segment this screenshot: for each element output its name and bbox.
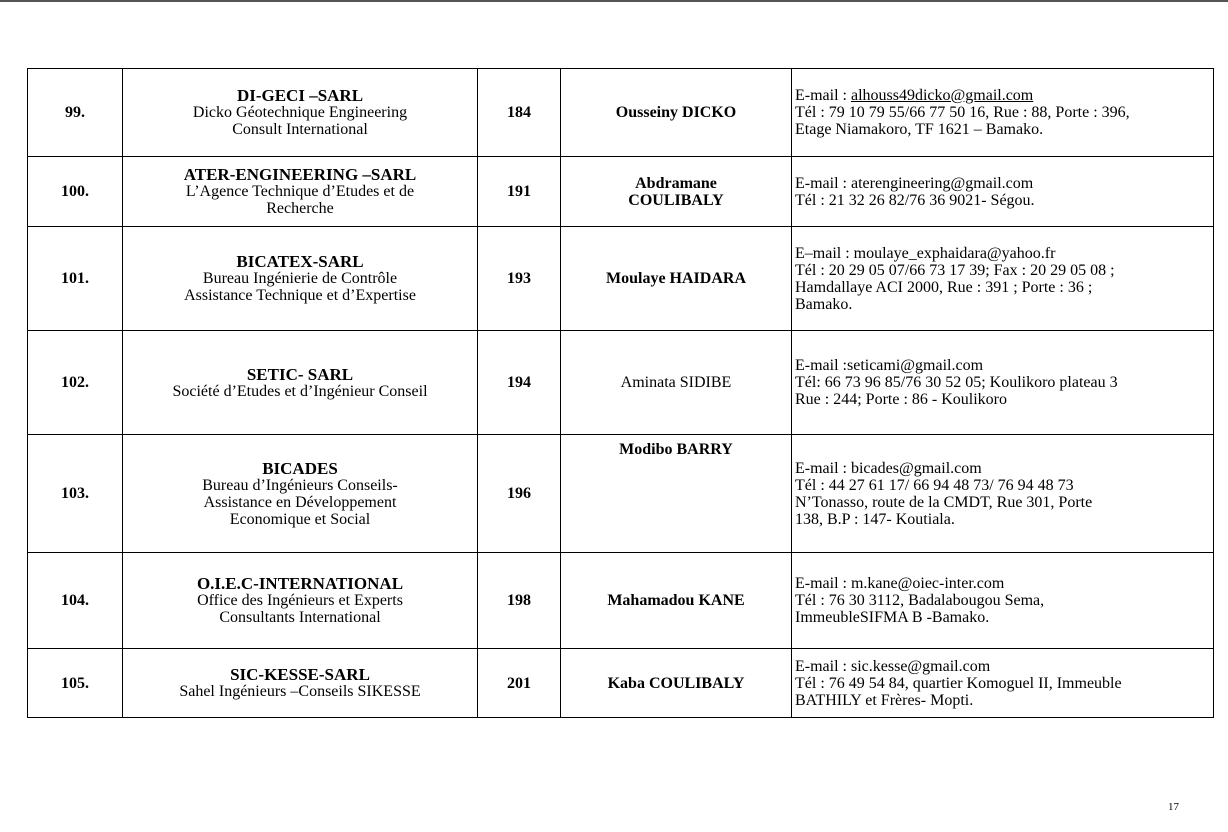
contact-cell [792,227,1214,331]
firm-cell [123,331,478,435]
firm-name: O.I.E.C-INTERNATIONAL [196,574,404,593]
approval-number: 201 [478,649,561,718]
contact-details: Tél : 21 32 26 82/76 36 9021- Ségou. [795,191,1035,209]
email-line [795,87,1210,104]
table-row [28,331,1214,435]
table-row [28,227,1214,331]
email-text: bicades@gmail.com [850,459,982,477]
contact-details: Tél: 66 73 96 85/76 30 52 05; Koulikoro plateau 3 Rue : 244; Porte : 86 - Koulikoro [795,374,1118,408]
director-name: Kaba COULIBALY [561,649,792,718]
contact-details: Tél : 79 10 79 55/66 77 50 16, Rue : 88, Porte : 396, Etage Niamakoro, TF 1621 – Bamako. [795,104,1130,138]
email-line [795,175,1210,192]
firm-name: DI-GECI –SARL [236,86,364,105]
firm-name: BICADES [262,458,338,478]
contact-details: Tél : 44 27 61 17/ 66 94 48 73/ 76 94 48 73 N’Tonasso, route de la CMDT, Rue 301, Porte 138, B.P : 147- Koutiala. [795,476,1093,528]
director-name: Mahamadou KANE [561,553,792,649]
email-link[interactable]: alhouss49dicko@gmail.com [850,87,1034,104]
director-name: Abdramane COULIBALY [561,157,792,227]
approval-number: 196 [478,435,561,553]
email-label: E-mail : [795,575,851,592]
director-name: Modibo BARRY [561,435,792,553]
email-line [795,575,1210,592]
table-row [28,157,1214,227]
contact-cell [792,553,1214,649]
row-number: 99. [28,69,123,157]
approval-number: 184 [478,69,561,157]
contact-details: Tél : 20 29 05 07/66 73 17 39; Fax : 20 29 05 08 ; Hamdallaye ACI 2000, Rue : 391 ; Porte : 36 ; Bamako. [795,261,1115,313]
email-line [795,245,1210,262]
contact-cell [792,331,1214,435]
email-text: moulaye_exphaidara@yahoo.fr [853,244,1056,262]
firm-cell [123,157,478,227]
email-text: aterengineering@gmail.com [850,174,1034,192]
row-number: 100. [28,157,123,227]
contact-details: Tél : 76 30 3112, Badalabougou Sema, ImmeubleSIFMA B -Bamako. [795,592,1045,626]
engineering-firms-table [27,68,1214,718]
firm-description: Bureau d’Ingénieurs Conseils- Assistance en Développement Economique et Social [202,476,398,528]
email-text: sic.kesse@gmail.com [850,657,991,675]
contact-cell [792,649,1214,718]
row-number: 101. [28,227,123,331]
firm-description: Société d’Etudes et d’Ingénieur Conseil [172,382,428,400]
row-number: 102. [28,331,123,435]
firm-cell [123,435,478,553]
director-name: Ousseiny DICKO [561,69,792,157]
director-name: Aminata SIDIBE [561,331,792,435]
email-text: seticami@gmail.com [846,357,984,374]
approval-number: 193 [478,227,561,331]
email-line [795,658,1210,675]
table-row [28,435,1214,553]
contact-details: Tél : 76 49 54 84, quartier Komoguel II, Immeuble BATHILY et Frères- Mopti. [795,674,1122,709]
row-number: 104. [28,553,123,649]
email-line [795,357,1210,374]
page-number: 17 [1168,801,1179,813]
firm-name: SIC-KESSE-SARL [230,665,370,684]
approval-number: 191 [478,157,561,227]
table-row [28,649,1214,718]
email-label: E-mail : [795,87,851,104]
contact-cell [792,69,1214,157]
firm-name: SETIC- SARL [246,364,354,384]
director-name: Moulaye HAIDARA [561,227,792,331]
email-label: E-mail : [795,357,847,374]
row-number: 103. [28,435,123,553]
firm-cell [123,69,478,157]
firm-description: Dicko Géotechnique Engineering Consult International [192,104,408,138]
email-text: m.kane@oiec-inter.com [850,575,1005,592]
table-row [28,69,1214,157]
firm-description: L’Agence Technique d’Etudes et de Recherche [185,183,415,217]
row-number: 105. [28,649,123,718]
firm-cell [123,649,478,718]
firm-description: Sahel Ingénieurs –Conseils SIKESSE [179,683,421,700]
firm-cell [123,553,478,649]
firm-description: Office des Ingénieurs et Experts Consultants International [197,592,403,626]
firm-cell [123,227,478,331]
contact-cell [792,157,1214,227]
contact-cell [792,435,1214,553]
table-row [28,553,1214,649]
top-border-rule [0,0,1228,2]
email-label: E–mail : [795,244,854,262]
email-label: E-mail : [795,459,851,477]
approval-number: 198 [478,553,561,649]
firm-name: BICATEX-SARL [236,252,364,271]
email-line [795,460,1210,477]
firm-name: ATER-ENGINEERING –SARL [183,165,417,184]
email-label: E-mail : [795,174,851,192]
approval-number: 194 [478,331,561,435]
firm-description: Bureau Ingénierie de Contrôle Assistance Technique et d’Expertise [184,270,416,304]
email-label: E-mail : [795,657,851,675]
